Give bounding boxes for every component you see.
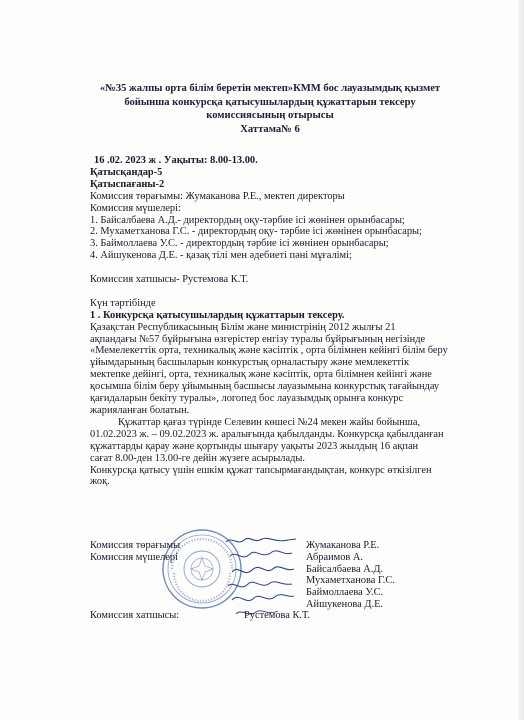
signature-row — [90, 540, 450, 552]
paragraph-line: жарияланған болатын. — [90, 405, 190, 416]
secretary-name: Рустемова К.Т. — [244, 610, 310, 621]
agenda-title: Күн тәртібінде — [90, 297, 156, 309]
header-line-2: бойынша конкурсқа қатысушылардың құжаттарын тексеру — [124, 96, 416, 108]
protocol-number: Хаттама№ 6 — [240, 123, 300, 135]
paragraph-line: сағат 8.00-ден 13.00-ге дейін жүзеге асырылады. — [90, 452, 305, 464]
absent-count: Қатыспағаны-2 — [90, 178, 165, 190]
paragraph-3 — [90, 465, 438, 489]
signature-block — [90, 540, 450, 611]
header-line-1: «№35 жалпы орта білім беретін мектеп»КММ бос лауазымдық қызмет — [99, 83, 441, 94]
header-line-3: комиссиясының отырысы — [206, 110, 334, 121]
secretary-signature-row — [90, 610, 310, 621]
member-item: 1. Байсалбаева А.Д.- директордың оқу-тәрбие ісі жөнінен орынбасары; — [90, 214, 405, 226]
signatory-name: Мухаметханова Г.С. — [306, 575, 395, 587]
agenda-item-1: 1 . Конкурсқа қатысушылардың құжаттарын тексеру. — [90, 309, 345, 321]
paragraph-line: Құжаттар қағаз түрінде Селевин көшесі №24 мекен жайы бойынша, — [118, 416, 421, 428]
paragraph-line: ұйымдарының басшыларын конкурстық орналастыру және мемлекеттік — [90, 357, 410, 369]
signatory-name: Жумаканова Р.Е. — [306, 540, 380, 551]
signature-row — [90, 552, 450, 564]
signatory-name: Байсалбаева А.Д. — [306, 563, 384, 575]
paragraph-2 — [90, 416, 444, 465]
paragraph-line: мектепке дейінгі, орта, техникалық және кәсіптік, орта білімнен кейінгі және — [90, 369, 432, 381]
paragraph-line: ақпандағы №57 бұйрығына өзгерістер енгізу туралы бұйрығының негізінде — [90, 333, 426, 345]
document-body — [90, 155, 448, 488]
signatory-name: Айшукенова Д.Е. — [306, 598, 384, 610]
member-item: 3. Баймоллаева У.С. - директордың тәрбие ісі жөнінен орынбасары; — [90, 238, 389, 250]
paragraph-line: құжаттарды қарау және қортынды шығару уақыты 2023 жылдың 16 ақпан — [90, 440, 419, 452]
commission-secretary: Комиссия хатшысы- Рустемова К.Т. — [90, 274, 249, 286]
scan-edge-shadow — [518, 0, 524, 720]
signatory-name: Баймоллаева У.С. — [306, 587, 384, 599]
commission-chair: Комиссия төрағымы: Жумаканова Р.Е., мектеп директоры — [90, 190, 345, 202]
members-label: Комиссия мүшелері: — [90, 202, 181, 214]
member-item: 2. Мухаметханова Г.С. - директордың оқу- тәрбие ісі жөнінен орынбасары; — [90, 226, 422, 238]
signature-row — [90, 564, 450, 576]
signature-row — [90, 575, 450, 587]
paragraph-line: 01.02.2023 ж. – 09.02.2023 ж. аралығында қабылданды. Конкурсқа қабылданған — [90, 428, 444, 440]
paragraph-line: «Мемелекеттік орта, техникалық және кәсіптік , орта білімнен кейінгі білім беру — [90, 345, 448, 357]
signature-row — [90, 599, 450, 611]
participants-count: Қатысқандар-5 — [90, 166, 163, 178]
secretary-role: Комиссия хатшысы: — [90, 610, 180, 621]
paragraph-line: қағидаларын бекіту туралы», логопед бос лауазымдық орынға конкурс — [90, 393, 404, 405]
chair-role: Комиссия төрағымы — [90, 540, 181, 551]
paragraph-line: жоқ. — [90, 476, 110, 488]
document-header — [90, 82, 450, 136]
signatory-name: Абраимов А. — [306, 551, 364, 563]
members-role: Комиссия мүшелері — [90, 551, 178, 563]
paragraph-1 — [90, 321, 448, 417]
paragraph-line: Конкурсқа қатысу үшін ешкім құжат тапсырмағандықтан, конкурс өткізілген — [90, 464, 432, 476]
paragraph-line: Қазақстан Республикасының Білім және министрінің 2012 жылғы 21 — [90, 321, 396, 333]
paragraph-line: қосымша білім беру ұйымының басшысы лауазымына конкурстық тағайындау — [90, 381, 440, 393]
date-time-line: 16 .02. 2023 ж . Уақыты: 8.00-13.00. — [94, 155, 258, 166]
signature-row — [90, 587, 450, 599]
member-item: 4. Айшукенова Д.Е. - қазақ тілі мен әдебиеті пәні мұғалімі; — [90, 250, 352, 262]
